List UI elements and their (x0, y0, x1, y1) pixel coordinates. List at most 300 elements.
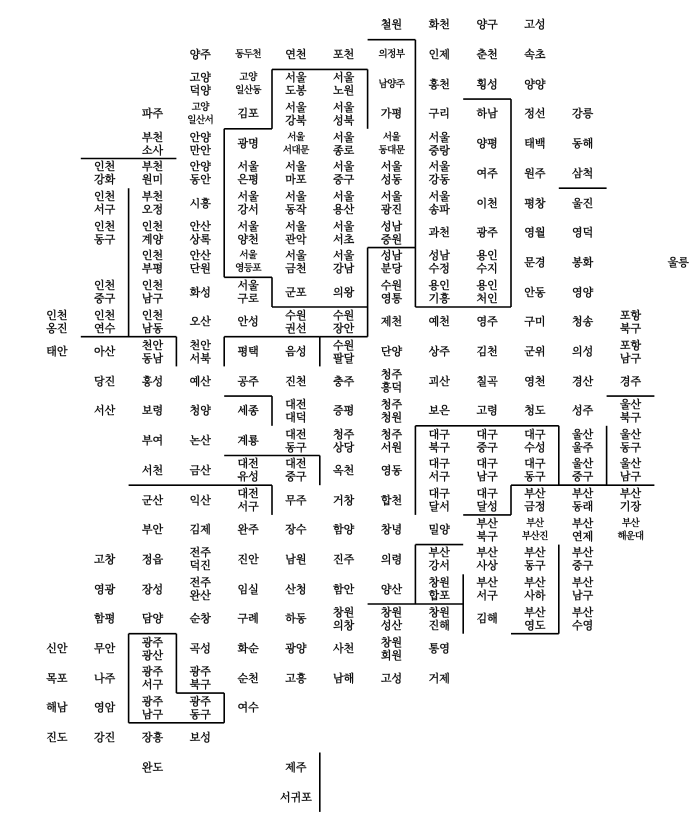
region-cell (178, 197, 222, 210)
region-name-line: 서울 (380, 160, 403, 174)
region-cell (178, 434, 222, 447)
region-name-line: 울릉 (667, 255, 689, 269)
region-name-line: 광주 (189, 665, 211, 679)
region-name-line: 영양 (572, 285, 594, 299)
region-cell (131, 107, 175, 120)
region-cell (131, 761, 175, 774)
region-name-line: 동대문 (378, 144, 405, 156)
region-name-line: 인천 (141, 308, 164, 322)
region-name-line: 단양 (380, 345, 403, 359)
region-name-line: 인천 (141, 249, 164, 263)
region-name-line: 중원 (380, 232, 403, 246)
region-name-line: 창원 (428, 605, 450, 619)
region-name-line: 창원 (333, 605, 355, 619)
region-cell (370, 48, 414, 61)
region-cell (561, 286, 605, 299)
region-name-line: 고양 (191, 101, 209, 113)
region-name-line: 포천 (333, 48, 355, 62)
region-name-line: 파주 (141, 107, 164, 121)
region-name-line: 부산 (524, 605, 546, 619)
region-name-line: 부천 (141, 190, 164, 204)
region-cell (178, 612, 222, 625)
region-cell (370, 494, 414, 507)
region-cell (465, 517, 509, 543)
region-name-line: 울산 (619, 457, 642, 471)
region-cell (370, 606, 414, 632)
region-name-line: 안성 (237, 315, 259, 329)
region-name-line: 청송 (572, 315, 594, 329)
region-name-line: 제천 (380, 315, 403, 329)
region-cell (178, 523, 222, 536)
region-name-line: 홍천 (428, 77, 450, 91)
region-name-line: 서울 (237, 219, 259, 233)
region-cell (226, 523, 270, 536)
region-name-line: 의창 (333, 618, 355, 632)
region-name-line: 김제 (189, 523, 211, 537)
region-name-line: 울산 (572, 457, 594, 471)
region-cell (417, 546, 461, 572)
region-name-line: 해운대 (617, 530, 644, 542)
region-name-line: 완산 (189, 589, 211, 603)
region-name-line: 함양 (333, 523, 355, 537)
region-cell (561, 404, 605, 417)
region-name-line: 광양 (285, 642, 307, 656)
region-name-line: 춘천 (476, 48, 498, 62)
region-cell (226, 190, 270, 216)
region-name-line: 광주 (141, 694, 164, 708)
region-cell (322, 309, 366, 335)
region-name-line: 고창 (94, 552, 116, 566)
region-name-line: 부산 (572, 546, 594, 560)
region-cell (370, 220, 414, 246)
region-cell (417, 523, 461, 536)
region-cell (131, 131, 175, 157)
region-name-line: 용산 (333, 203, 355, 217)
region-name-line: 부산 (476, 576, 498, 590)
region-cell (465, 612, 509, 625)
region-name-line: 청주 (380, 427, 403, 441)
region-name-line: 김천 (476, 345, 498, 359)
region-name-line: 계양 (141, 232, 164, 246)
region-name-line: 청양 (189, 404, 211, 418)
region-cell (226, 107, 270, 120)
region-name-line: 평창 (524, 196, 546, 210)
region-name-line: 수지 (476, 262, 498, 276)
region-name-line: 부산 (572, 487, 594, 501)
region-name-line: 노원 (333, 84, 355, 98)
region-name-line: 서울 (428, 160, 450, 174)
region-cell (178, 286, 222, 299)
region-name-line: 부산 (572, 605, 594, 619)
region-cell (370, 249, 414, 275)
region-name-line: 의정부 (378, 49, 405, 61)
region-name-line: 남구 (619, 351, 642, 365)
region-cell (322, 583, 366, 596)
region-cell (83, 553, 127, 566)
region-name-line: 서울 (285, 249, 307, 263)
region-cell (83, 160, 127, 186)
region-name-line: 북구 (476, 529, 498, 543)
region-name-line: 화성 (189, 285, 211, 299)
region-name-line: 속초 (524, 48, 546, 62)
region-name-line: 연천 (285, 48, 307, 62)
region-cell (465, 167, 509, 180)
region-name-line: 동구 (94, 232, 116, 246)
region-name-line: 서천 (141, 463, 164, 477)
region-name-line: 논산 (189, 434, 211, 448)
region-name-line: 구례 (237, 612, 259, 626)
region-cell (83, 190, 127, 216)
region-cell (513, 345, 557, 358)
region-name-line: 광주 (141, 635, 164, 649)
region-name-line: 덕진 (189, 559, 211, 573)
region-name-line: 안산 (189, 249, 211, 263)
region-name-line: 흥덕 (380, 381, 403, 395)
region-name-line: 대구 (428, 457, 450, 471)
region-name-line: 서구 (476, 589, 498, 603)
region-cell (370, 107, 414, 120)
region-name-line: 양구 (476, 18, 498, 32)
region-cell (370, 553, 414, 566)
region-name-line: 거창 (333, 493, 355, 507)
region-name-line: 괴산 (428, 374, 450, 388)
region-name-line: 강릉 (572, 107, 594, 121)
region-cell (322, 553, 366, 566)
region-cell (417, 18, 461, 31)
region-cell (513, 404, 557, 417)
region-name-line: 거제 (428, 671, 450, 685)
region-name-line: 장성 (141, 582, 164, 596)
region-name-line: 인제 (428, 48, 450, 62)
region-name-line: 남양주 (378, 78, 405, 90)
region-cell (513, 375, 557, 388)
region-name-line: 부산 (526, 517, 544, 529)
region-cell (513, 107, 557, 120)
region-cell (131, 309, 175, 335)
region-cell (322, 101, 366, 127)
region-name-line: 만안 (189, 143, 211, 157)
region-name-line: 일산서 (187, 114, 214, 126)
region-cell (513, 315, 557, 328)
region-cell (417, 315, 461, 328)
region-cell (35, 309, 79, 335)
region-name-line: 서산 (94, 404, 116, 418)
region-cell (370, 315, 414, 328)
region-cell (609, 517, 653, 543)
region-name-line: 인천 (141, 219, 164, 233)
region-cell (178, 71, 222, 97)
region-cell (417, 279, 461, 305)
region-cell (561, 576, 605, 602)
region-name-line: 강남 (333, 262, 355, 276)
region-name-line: 안산 (189, 219, 211, 233)
region-name-line: 예천 (428, 315, 450, 329)
region-name-line: 상록 (189, 232, 211, 246)
region-cell (131, 220, 175, 246)
region-name-line: 남구 (141, 707, 164, 721)
region-name-line: 강진 (94, 731, 116, 745)
region-name-line: 양천 (237, 232, 259, 246)
region-cell (131, 612, 175, 625)
region-name-line: 진해 (428, 618, 450, 632)
region-name-line: 창원 (428, 576, 450, 590)
region-cell (609, 339, 653, 365)
region-name-line: 옹진 (46, 321, 68, 335)
region-cell (131, 339, 175, 365)
region-name-line: 광명 (237, 137, 259, 151)
region-cell (274, 71, 318, 97)
region-cell (35, 672, 79, 685)
region-name-line: 마포 (285, 173, 307, 187)
region-name-line: 서울 (428, 130, 450, 144)
region-name-line: 청도 (524, 404, 546, 418)
region-cell (561, 517, 605, 543)
region-cell (465, 78, 509, 91)
region-name-line: 광주 (141, 665, 164, 679)
region-cell (322, 494, 366, 507)
region-name-line: 연수 (94, 321, 116, 335)
region-name-line: 산청 (285, 582, 307, 596)
region-name-line: 장안 (333, 321, 355, 335)
region-cell (226, 220, 270, 246)
region-cell (131, 583, 175, 596)
region-name-line: 과천 (428, 226, 450, 240)
region-cell (83, 309, 127, 335)
region-name-line: 분당 (380, 262, 403, 276)
region-name-line: 성남 (428, 249, 450, 263)
region-name-line: 동작 (285, 203, 307, 217)
region-name-line: 아산 (94, 345, 116, 359)
region-cell (417, 375, 461, 388)
region-cell (417, 190, 461, 216)
region-name-line: 고양 (189, 71, 211, 85)
region-cell (322, 606, 366, 632)
region-cell (609, 398, 653, 424)
region-name-line: 권선 (285, 321, 307, 335)
region-name-line: 안양 (189, 160, 211, 174)
region-name-line: 부산 (428, 546, 450, 560)
region-cell (131, 464, 175, 477)
region-cell (178, 404, 222, 417)
region-name-line: 창원 (380, 635, 403, 649)
region-cell (274, 48, 318, 61)
region-cell (35, 731, 79, 744)
region-name-line: 부산 (572, 516, 594, 530)
region-name-line: 익산 (189, 493, 211, 507)
region-name-line: 사상 (476, 559, 498, 573)
region-name-line: 수원 (333, 308, 355, 322)
region-cell (274, 672, 318, 685)
region-name-line: 진도 (46, 731, 68, 745)
region-name-line: 서구 (141, 678, 164, 692)
region-cell (417, 107, 461, 120)
region-name-line: 영월 (524, 226, 546, 240)
region-name-line: 용인 (428, 279, 450, 293)
region-cell (83, 279, 127, 305)
region-name-line: 오정 (141, 203, 164, 217)
region-cell (513, 256, 557, 269)
region-cell (83, 612, 127, 625)
region-cell (417, 226, 461, 239)
region-cell (417, 78, 461, 91)
region-cell (417, 672, 461, 685)
region-cell (274, 220, 318, 246)
region-name-line: 장수 (285, 523, 307, 537)
region-name-line: 중랑 (428, 143, 450, 157)
region-name-line: 영덕 (572, 226, 594, 240)
region-cell (178, 101, 222, 127)
region-cell (274, 457, 318, 483)
region-cell (274, 761, 318, 774)
region-cell (226, 249, 270, 275)
region-cell (465, 197, 509, 210)
region-name-line: 나주 (94, 671, 116, 685)
region-name-line: 담양 (141, 612, 164, 626)
region-cell (226, 71, 270, 97)
region-name-line: 인천 (46, 308, 68, 322)
region-name-line: 금정 (524, 500, 546, 514)
region-name-line: 당진 (94, 374, 116, 388)
region-cell (513, 546, 557, 572)
region-cell (274, 249, 318, 275)
region-name-line: 동구 (189, 707, 211, 721)
region-cell (322, 428, 366, 454)
region-name-line: 서울 (333, 71, 355, 85)
region-name-line: 성남 (380, 219, 403, 233)
region-name-line: 대덕 (285, 410, 307, 424)
region-name-line: 유성 (237, 470, 259, 484)
region-cell (322, 220, 366, 246)
region-name-line: 강서 (237, 203, 259, 217)
region-cell (83, 701, 127, 714)
region-cell (274, 375, 318, 388)
region-name-line: 무주 (285, 493, 307, 507)
region-cell (35, 701, 79, 714)
region-cell (417, 345, 461, 358)
region-name-line: 중구 (94, 292, 116, 306)
region-name-line: 대구 (476, 427, 498, 441)
region-name-line: 완주 (237, 523, 259, 537)
region-cell (370, 279, 414, 305)
region-name-line: 보성 (189, 731, 211, 745)
region-name-line: 의성 (572, 345, 594, 359)
region-cell (417, 487, 461, 513)
region-name-line: 고양 (239, 72, 257, 84)
region-cell (370, 583, 414, 596)
region-cell (178, 464, 222, 477)
region-name-line: 봉화 (572, 255, 594, 269)
region-name-line: 기흥 (428, 292, 450, 306)
region-name-line: 울산 (619, 397, 642, 411)
region-name-line: 일산동 (235, 85, 262, 97)
region-cell (226, 315, 270, 328)
region-name-line: 횡성 (476, 77, 498, 91)
region-name-line: 사하 (524, 589, 546, 603)
region-name-line: 영주 (476, 315, 498, 329)
region-cell (513, 18, 557, 31)
region-cell (226, 612, 270, 625)
region-cell (178, 494, 222, 507)
region-cell (322, 48, 366, 61)
region-cell (178, 220, 222, 246)
region-name-line: 소사 (141, 143, 164, 157)
region-name-line: 팔달 (333, 351, 355, 365)
region-name-line: 서울 (285, 160, 307, 174)
region-cell (322, 464, 366, 477)
region-name-line: 여주 (476, 166, 498, 180)
region-name-line: 구로 (237, 292, 259, 306)
region-name-line: 여수 (237, 701, 259, 715)
region-name-line: 중구 (572, 559, 594, 573)
region-cell (513, 517, 557, 543)
region-cell (561, 197, 605, 210)
region-name-line: 충주 (333, 374, 355, 388)
region-name-line: 수영 (572, 618, 594, 632)
region-cell (226, 434, 270, 447)
region-name-line: 서귀포 (279, 790, 312, 804)
region-cell (226, 375, 270, 388)
region-name-line: 상주 (428, 345, 450, 359)
region-cell (513, 78, 557, 91)
region-name-line: 양평 (476, 137, 498, 151)
region-cell (274, 428, 318, 454)
region-name-line: 대전 (285, 457, 307, 471)
region-name-line: 부산 (524, 546, 546, 560)
region-name-line: 동남 (141, 351, 164, 365)
region-name-line: 전주 (189, 546, 211, 560)
region-cell (274, 345, 318, 358)
region-name-line: 대구 (524, 457, 546, 471)
region-name-line: 홍성 (141, 374, 164, 388)
region-name-line: 도봉 (285, 84, 307, 98)
region-name-line: 동안 (189, 173, 211, 187)
region-cell (274, 131, 318, 157)
region-cell (417, 404, 461, 417)
region-cell (465, 107, 509, 120)
region-name-line: 화천 (428, 18, 450, 32)
region-name-line: 진주 (333, 552, 355, 566)
region-name-line: 서울 (333, 100, 355, 114)
region-name-line: 완도 (141, 760, 164, 774)
region-name-line: 인천 (94, 160, 116, 174)
region-cell (83, 220, 127, 246)
region-name-line: 의령 (380, 552, 403, 566)
region-name-line: 군위 (524, 345, 546, 359)
region-name-line: 인천 (94, 279, 116, 293)
region-name-line: 부산 (524, 576, 546, 590)
region-cell (465, 18, 509, 31)
region-name-line: 처인 (476, 292, 498, 306)
region-name-line: 부산 (572, 576, 594, 590)
region-name-line: 고흥 (285, 671, 307, 685)
region-name-line: 중구 (572, 470, 594, 484)
region-name-line: 남구 (476, 470, 498, 484)
region-cell (561, 137, 605, 150)
region-name-line: 덕양 (189, 84, 211, 98)
region-cell (178, 576, 222, 602)
region-cell (322, 404, 366, 417)
region-cell (513, 226, 557, 239)
region-cell (226, 48, 270, 61)
region-cell (417, 457, 461, 483)
region-name-line: 영광 (94, 582, 116, 596)
region-cell (513, 606, 557, 632)
region-name-line: 서울 (239, 250, 257, 262)
region-name-line: 진천 (285, 374, 307, 388)
region-name-line: 관악 (285, 232, 307, 246)
region-cell (178, 695, 222, 721)
region-name-line: 천안 (189, 338, 211, 352)
